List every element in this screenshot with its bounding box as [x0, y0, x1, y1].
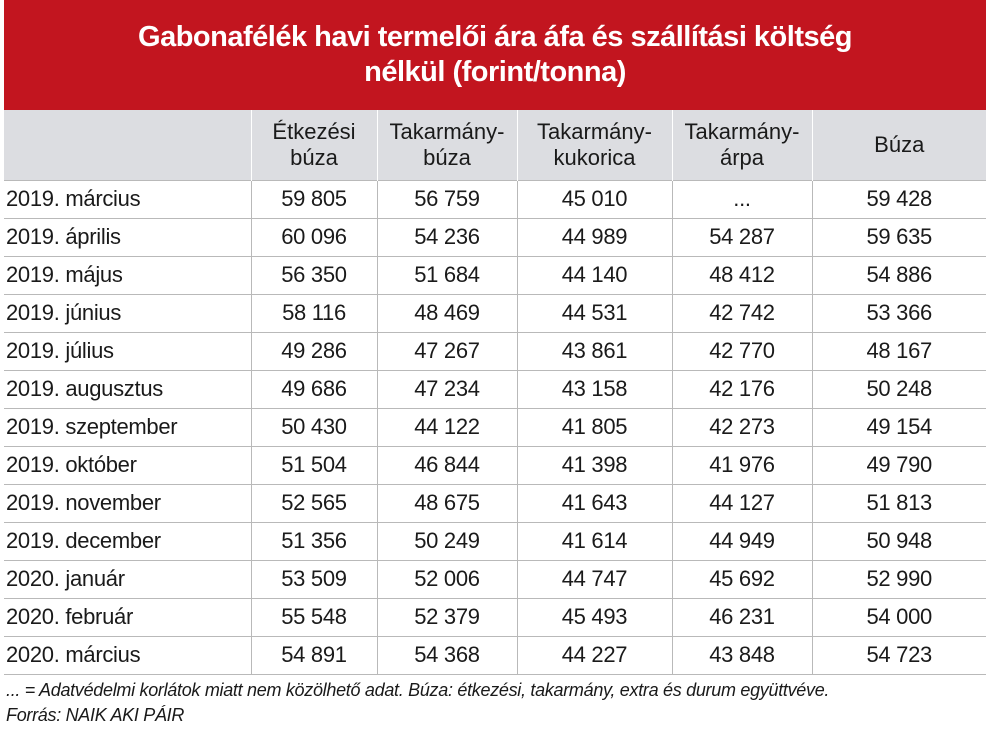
header-period [4, 110, 251, 180]
period-cell: 2019. december [4, 522, 251, 560]
period-cell: 2020. március [4, 636, 251, 674]
value-cell: 47 267 [377, 332, 517, 370]
value-cell: 51 504 [251, 446, 377, 484]
value-cell: 45 010 [517, 180, 672, 218]
value-cell: 58 116 [251, 294, 377, 332]
table-row [4, 370, 986, 408]
value-cell: 47 234 [377, 370, 517, 408]
period-cell: 2019. szeptember [4, 408, 251, 446]
value-cell: 44 949 [672, 522, 812, 560]
footnote-source: Forrás: NAIK AKI PÁIR [6, 705, 185, 725]
value-cell: 51 813 [812, 484, 986, 522]
value-cell: 41 976 [672, 446, 812, 484]
table-row [4, 484, 986, 522]
value-cell: 55 548 [251, 598, 377, 636]
value-cell: 44 227 [517, 636, 672, 674]
value-cell: 45 493 [517, 598, 672, 636]
value-cell: 48 675 [377, 484, 517, 522]
value-cell: 42 770 [672, 332, 812, 370]
period-cell: 2019. május [4, 256, 251, 294]
value-cell: 54 236 [377, 218, 517, 256]
table-title [4, 0, 986, 110]
value-cell: 41 614 [517, 522, 672, 560]
footnote-note: ... = Adatvédelmi korlátok miatt nem közölhető adat. Búza: étkezési, takarmány, extra és durum együttvéve. [6, 680, 830, 700]
value-cell: 60 096 [251, 218, 377, 256]
table-row [4, 446, 986, 484]
period-cell: 2019. március [4, 180, 251, 218]
value-cell: 49 686 [251, 370, 377, 408]
value-cell: 54 891 [251, 636, 377, 674]
value-cell: 49 790 [812, 446, 986, 484]
value-cell: 50 948 [812, 522, 986, 560]
header-line: árpa [719, 144, 765, 170]
header-takarmany-kukorica [517, 110, 672, 180]
value-cell: 43 848 [672, 636, 812, 674]
table-row [4, 598, 986, 636]
value-cell: 49 154 [812, 408, 986, 446]
header-etkezesi-buza [251, 110, 377, 180]
value-cell: 59 428 [812, 180, 986, 218]
period-cell: 2019. június [4, 294, 251, 332]
value-cell: 44 122 [377, 408, 517, 446]
value-cell: 51 684 [377, 256, 517, 294]
header-takarmany-buza [377, 110, 517, 180]
value-cell: 54 886 [812, 256, 986, 294]
value-cell: 44 989 [517, 218, 672, 256]
value-cell: 41 643 [517, 484, 672, 522]
footnote [6, 678, 986, 728]
header-line: búza [423, 144, 471, 170]
header-row [4, 110, 986, 180]
value-cell: 43 861 [517, 332, 672, 370]
price-table [4, 110, 986, 675]
table-row [4, 180, 986, 218]
value-cell: 50 249 [377, 522, 517, 560]
period-cell: 2019. október [4, 446, 251, 484]
table-body [4, 180, 986, 674]
value-cell: 52 006 [377, 560, 517, 598]
value-cell: 53 509 [251, 560, 377, 598]
table-row [4, 332, 986, 370]
value-cell: 42 742 [672, 294, 812, 332]
value-cell: 54 723 [812, 636, 986, 674]
value-cell: 50 430 [251, 408, 377, 446]
header-line: Étkezési [272, 118, 356, 144]
table-row [4, 408, 986, 446]
value-cell: 44 140 [517, 256, 672, 294]
period-cell: 2019. augusztus [4, 370, 251, 408]
value-cell: 52 990 [812, 560, 986, 598]
value-cell: 42 176 [672, 370, 812, 408]
header-line: Takarmány- [684, 118, 800, 144]
value-cell: 49 286 [251, 332, 377, 370]
period-cell: 2020. február [4, 598, 251, 636]
value-cell: 41 398 [517, 446, 672, 484]
value-cell: 54 287 [672, 218, 812, 256]
header-line: Takarmány- [537, 118, 652, 144]
header-line: Búza [874, 131, 925, 157]
value-cell: ... [672, 180, 812, 218]
value-cell: 45 692 [672, 560, 812, 598]
value-cell: 54 368 [377, 636, 517, 674]
value-cell: 52 565 [251, 484, 377, 522]
table-row [4, 294, 986, 332]
value-cell: 48 167 [812, 332, 986, 370]
table-row [4, 522, 986, 560]
value-cell: 44 747 [517, 560, 672, 598]
value-cell: 46 844 [377, 446, 517, 484]
period-cell: 2019. november [4, 484, 251, 522]
value-cell: 41 805 [517, 408, 672, 446]
value-cell: 54 000 [812, 598, 986, 636]
value-cell: 56 759 [377, 180, 517, 218]
header-takarmany-arpa [672, 110, 812, 180]
period-cell: 2020. január [4, 560, 251, 598]
title-line-2: nélkül (forint/tonna) [364, 56, 626, 88]
value-cell: 42 273 [672, 408, 812, 446]
period-cell: 2019. április [4, 218, 251, 256]
value-cell: 50 248 [812, 370, 986, 408]
value-cell: 51 356 [251, 522, 377, 560]
value-cell: 43 158 [517, 370, 672, 408]
value-cell: 48 469 [377, 294, 517, 332]
value-cell: 52 379 [377, 598, 517, 636]
value-cell: 56 350 [251, 256, 377, 294]
header-line: búza [290, 144, 338, 170]
header-line: kukorica [553, 144, 636, 170]
table-row [4, 256, 986, 294]
value-cell: 44 531 [517, 294, 672, 332]
value-cell: 59 635 [812, 218, 986, 256]
value-cell: 46 231 [672, 598, 812, 636]
value-cell: 44 127 [672, 484, 812, 522]
table-row [4, 218, 986, 256]
header-buza [812, 110, 986, 180]
table-row [4, 636, 986, 674]
title-line-1: Gabonafélék havi termelői ára áfa és szállítási költség [138, 21, 852, 53]
value-cell: 59 805 [251, 180, 377, 218]
period-cell: 2019. július [4, 332, 251, 370]
value-cell: 53 366 [812, 294, 986, 332]
table-row [4, 560, 986, 598]
header-line: Takarmány- [389, 118, 505, 144]
value-cell: 48 412 [672, 256, 812, 294]
